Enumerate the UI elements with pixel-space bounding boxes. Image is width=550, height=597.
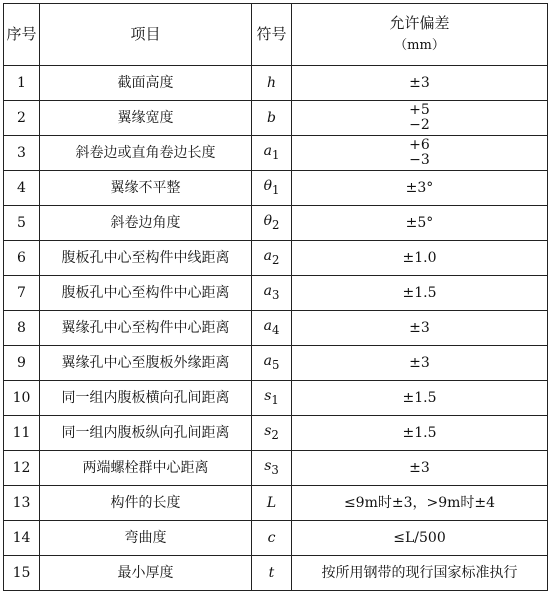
tolerance-value: ±3° (405, 179, 434, 196)
row-symbol (252, 451, 292, 486)
row-tolerance (292, 381, 548, 416)
symbol-letter: θ (263, 213, 272, 230)
row-tolerance (292, 521, 548, 556)
row-symbol (252, 521, 292, 556)
row-number: 11 (4, 416, 40, 451)
row-tolerance (292, 66, 548, 101)
symbol-letter: s (264, 458, 272, 475)
row-tolerance (292, 556, 548, 591)
row-number: 2 (4, 101, 40, 136)
table-row (4, 486, 548, 521)
row-item: 翼缘孔中心至构件中心距离 (40, 311, 252, 346)
symbol-subscript: 3 (271, 288, 280, 303)
row-number: 9 (4, 346, 40, 381)
row-number: 6 (4, 241, 40, 276)
symbol-letter: s (264, 388, 272, 405)
row-symbol (252, 101, 292, 136)
tolerance-value: ±1.5 (402, 424, 437, 441)
row-symbol (252, 311, 292, 346)
symbol-letter: L (266, 494, 277, 511)
row-tolerance (292, 276, 548, 311)
row-item: 腹板孔中心至构件中心距离 (40, 276, 252, 311)
tolerance-value: −2 (409, 117, 430, 133)
table-row (4, 556, 548, 591)
table-row (4, 311, 548, 346)
symbol-letter: θ (263, 178, 272, 195)
symbol-letter: a (263, 283, 272, 300)
symbol-subscript: 1 (271, 393, 279, 408)
table-row (4, 66, 548, 101)
row-tolerance (292, 486, 548, 521)
row-symbol (252, 206, 292, 241)
tolerance-value: 按所用钢带的现行国家标准执行 (321, 564, 518, 581)
row-tolerance (292, 416, 548, 451)
table-row (4, 346, 548, 381)
tolerance-value: ±3 (409, 459, 430, 476)
row-symbol (252, 66, 292, 101)
header-tolerance-unit: （mm） (394, 37, 445, 53)
row-tolerance (292, 136, 548, 171)
table-row (4, 381, 548, 416)
header-tolerance-label: 允许偏差 (389, 14, 450, 33)
table-row (4, 276, 548, 311)
tolerance-value: ±3 (409, 354, 430, 371)
table-header-row (4, 4, 548, 66)
row-symbol (252, 171, 292, 206)
row-number: 12 (4, 451, 40, 486)
symbol-subscript: 4 (271, 323, 280, 338)
row-symbol (252, 276, 292, 311)
table-row (4, 416, 548, 451)
row-item: 腹板孔中心至构件中线距离 (40, 241, 252, 276)
row-item: 弯曲度 (40, 521, 252, 556)
symbol-subscript: 3 (271, 463, 279, 478)
tolerance-table (3, 3, 548, 591)
table-row (4, 206, 548, 241)
row-item: 翼缘孔中心至腹板外缘距离 (40, 346, 252, 381)
symbol-letter: s (264, 423, 272, 440)
symbol-subscript: 2 (272, 218, 280, 233)
tolerance-value: ±5° (405, 214, 434, 231)
symbol-letter: c (267, 529, 276, 546)
row-number: 14 (4, 521, 40, 556)
row-item: 构件的长度 (40, 486, 252, 521)
row-tolerance (292, 311, 548, 346)
table-row (4, 136, 548, 171)
tolerance-value: ±1.5 (402, 284, 437, 301)
row-item: 同一组内腹板纵向孔间距离 (40, 416, 252, 451)
symbol-letter: t (268, 564, 275, 581)
row-number: 7 (4, 276, 40, 311)
row-number: 15 (4, 556, 40, 591)
row-item: 翼缘不平整 (40, 171, 252, 206)
tolerance-value: +5 (409, 102, 430, 119)
row-tolerance (292, 206, 548, 241)
row-tolerance (292, 346, 548, 381)
tolerance-value: +6 (409, 137, 430, 154)
tolerance-value: ≤9m时±3，>9m时±4 (343, 494, 496, 511)
row-symbol (252, 241, 292, 276)
symbol-letter: b (267, 109, 276, 126)
tolerance-value: ≤L/500 (393, 529, 446, 546)
symbol-subscript: 2 (271, 428, 279, 443)
header-no: 序号 (4, 4, 40, 66)
row-item: 同一组内腹板横向孔间距离 (40, 381, 252, 416)
tolerance-value: ±1.0 (402, 249, 437, 266)
symbol-subscript: 2 (271, 253, 280, 268)
row-number: 1 (4, 66, 40, 101)
symbol-letter: h (266, 74, 277, 91)
symbol-subscript: 5 (271, 358, 280, 373)
symbol-letter: a (263, 248, 272, 265)
table-row (4, 241, 548, 276)
header-item: 项目 (40, 4, 252, 66)
row-item: 两端螺栓群中心距离 (40, 451, 252, 486)
table-row (4, 101, 548, 136)
row-number: 13 (4, 486, 40, 521)
row-symbol (252, 136, 292, 171)
header-symbol: 符号 (252, 4, 292, 66)
row-symbol (252, 346, 292, 381)
row-item: 截面高度 (40, 66, 252, 101)
row-symbol (252, 486, 292, 521)
row-item: 斜卷边或直角卷边长度 (40, 136, 252, 171)
row-number: 8 (4, 311, 40, 346)
table-row (4, 451, 548, 486)
symbol-letter: a (263, 318, 272, 335)
symbol-letter: a (263, 143, 272, 160)
row-tolerance (292, 171, 548, 206)
symbol-subscript: 1 (271, 148, 280, 163)
row-number: 4 (4, 171, 40, 206)
table-row (4, 171, 548, 206)
tolerance-value: ±1.5 (402, 389, 437, 406)
tolerance-value: ±3 (409, 74, 430, 91)
header-tolerance (292, 4, 548, 66)
row-symbol (252, 416, 292, 451)
table-body (4, 66, 548, 591)
symbol-subscript: 1 (272, 183, 280, 198)
tolerance-table-container (3, 3, 548, 591)
tolerance-value: ±3 (409, 319, 430, 336)
table-row (4, 521, 548, 556)
row-number: 5 (4, 206, 40, 241)
row-tolerance (292, 451, 548, 486)
row-item: 斜卷边角度 (40, 206, 252, 241)
row-symbol (252, 381, 292, 416)
tolerance-value: −3 (409, 152, 430, 168)
symbol-letter: a (263, 353, 272, 370)
row-number: 10 (4, 381, 40, 416)
row-tolerance (292, 101, 548, 136)
row-number: 3 (4, 136, 40, 171)
row-symbol (252, 556, 292, 591)
row-item: 翼缘宽度 (40, 101, 252, 136)
row-item: 最小厚度 (40, 556, 252, 591)
row-tolerance (292, 241, 548, 276)
